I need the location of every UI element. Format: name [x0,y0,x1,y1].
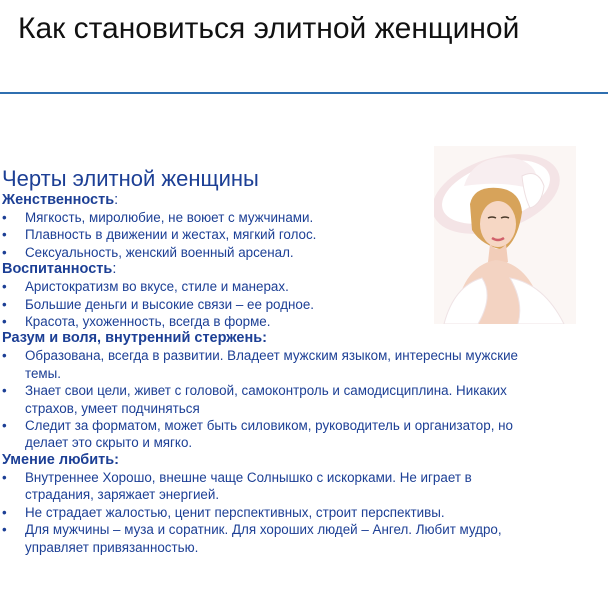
group-heading-text: Умение любить: [2,451,119,468]
list-item-text: Внутреннее Хорошо, внешне чаще Солнышко с искорками. Не играет в страдания, заряжает энергией. [25,469,472,503]
list-item-text: Мягкость, миролюбие, не воюет с мужчинами. [25,210,314,225]
list-item [0,347,540,382]
list-item [0,521,540,556]
bullet-dot-icon: • [2,227,7,243]
list-item-text: Аристократизм во вкусе, стиле и манерах. [25,279,289,295]
bullet-dot-icon: • [2,522,7,538]
bullet-dot-icon: • [2,348,7,364]
group-heading [2,452,540,469]
group-heading-text: Женственность [2,192,115,208]
group-heading [2,330,540,347]
group-heading-suffix: : [114,192,119,208]
group-heading-suffix: : [112,261,117,278]
bullet-dot-icon: • [2,469,7,485]
woman-photo-illustration [434,146,576,324]
group-heading-text: Разум и воля, внутренний стержень: [2,330,267,347]
bullet-dot-icon: • [2,244,7,260]
list-item [0,504,540,521]
list-item-text: Сексуальность, женский военный арсенал. [25,244,294,260]
bullet-dot-icon: • [2,296,7,312]
woman-in-white-hat-photo [434,146,576,324]
list-item-text: Для мужчины – муза и соратник. Для хороших людей – Ангел. Любит мудро, управляет привязанностью. [25,522,502,555]
list-item [0,469,540,504]
list-item-text: Не страдает жалостью, ценит перспективных, строит перспективы. [25,504,445,520]
title-divider [0,92,608,94]
list-item-text: Красота, ухоженность, всегда в форме. [25,314,271,330]
list-item-text: Следит за форматом, может быть силовиком, руководитель и организатор, но делает это скрыто и мягко. [25,418,513,451]
group-heading-text: Воспитанность [2,261,113,278]
list-item-text: Плавность в движении и жестах, мягкий голос. [25,227,317,243]
bullet-list [0,469,540,556]
bullet-dot-icon: • [2,279,7,295]
bullet-dot-icon: • [2,504,7,520]
bullet-dot-icon: • [2,383,7,399]
list-item-text: Большие деньги и высокие связи – ее родное. [25,296,315,312]
list-item [0,382,540,417]
list-item-text: Знает свои цели, живет с головой, самоконтроль и самодисциплина. Никаких страхов, умеет подчиняться [25,383,507,416]
bullet-dot-icon: • [2,418,7,434]
page-title: Как становиться элитной женщиной [18,12,520,45]
bullet-dot-icon: • [2,210,7,225]
list-item [0,417,540,452]
section-heading: Черты элитной женщины [2,166,259,191]
list-item-text: Образована, всегда в развитии. Владеет мужским языком, интересны мужские темы. [25,348,518,381]
bullet-dot-icon: • [2,314,7,330]
bullet-list [0,347,540,451]
